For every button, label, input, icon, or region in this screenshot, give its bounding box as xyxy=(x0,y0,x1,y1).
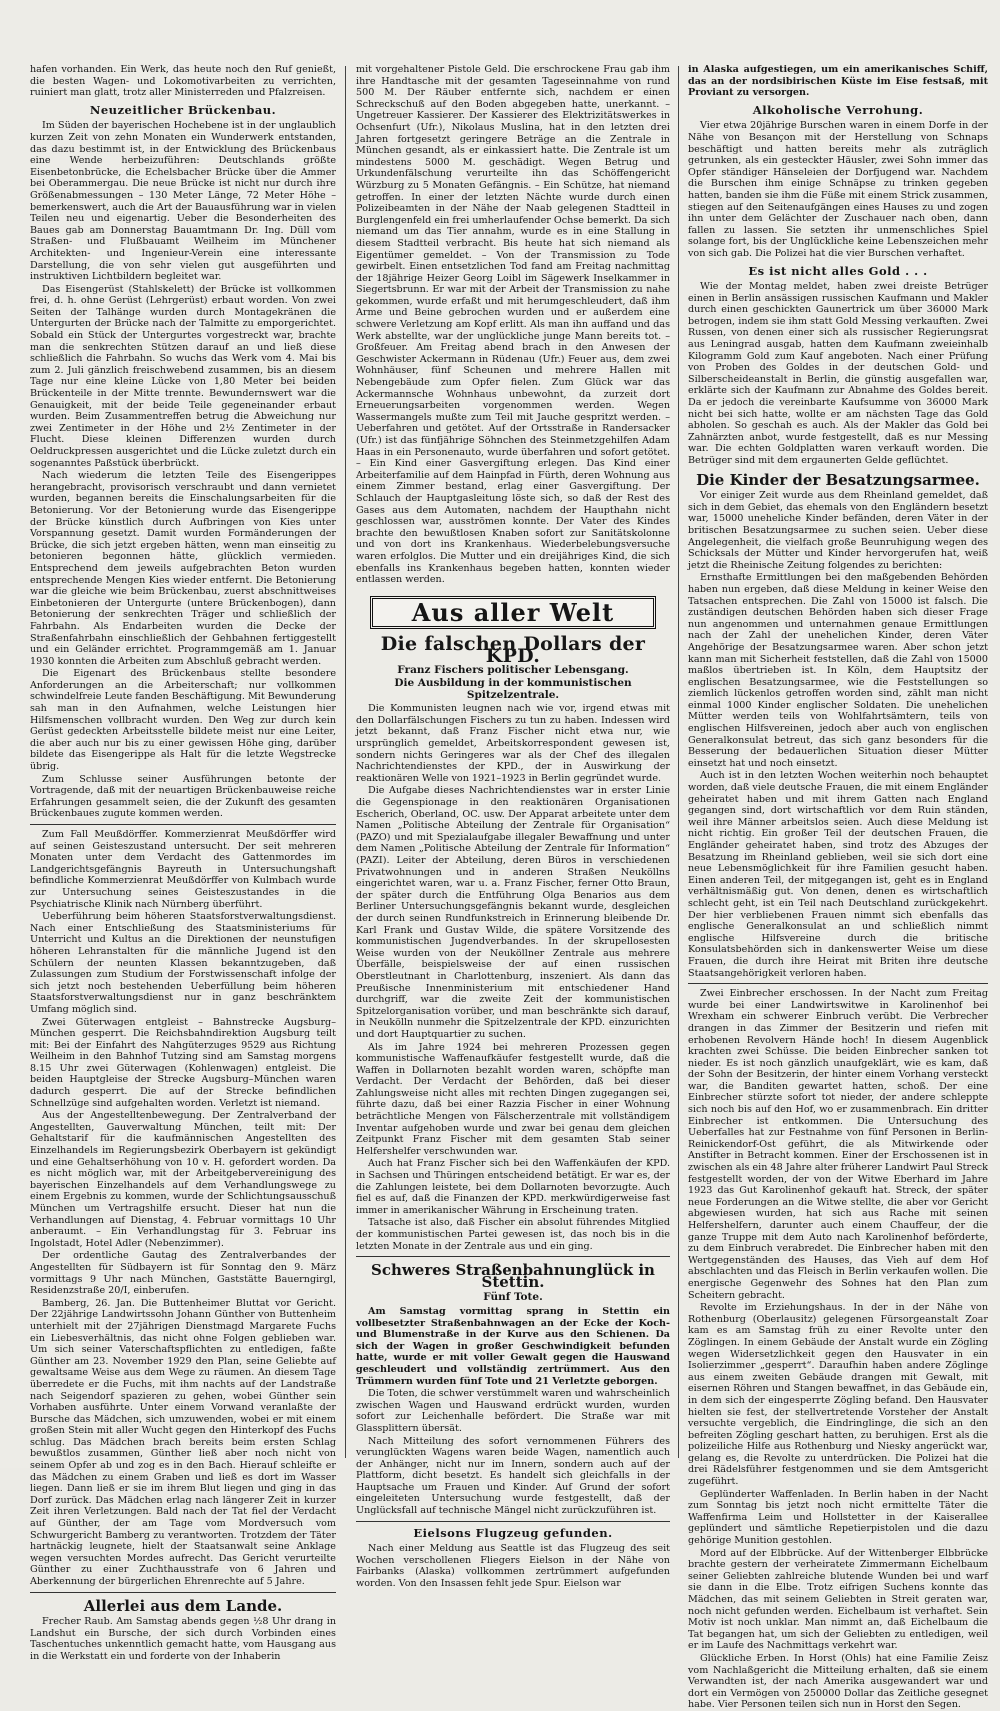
article-text: Als im Jahre 1924 bei mehreren Prozessen gegen kommunistische Waffenaufkäufer festgestellt wurde, daß die Waffen in Dollarnoten bezahlt worden waren, schöpfte man Verdacht. Der Verdacht der Behörden, daß bei dieser Zahlungsweise nicht alles mit rechten Dingen zugegangen sei, führte dazu, daß bei einer Razzia Fischer in einer Wohnung beträchtliche Mengen von Fälscherzentrale mit vollständigem Inventar aufgehoben wurde und zwar bei genau dem gleichen Zeitpunkt Franz Fischer mit dem gesamten Stab seiner Helfershelfer verschwunden war. xyxy=(356,1041,670,1157)
divider xyxy=(688,983,988,984)
article-text: Das Eisengerüst (Stahlskelett) der Brücke ist vollkommen frei, d. h. ohne Gerüst (Lehrgerüst) erbaut worden. Von zwei Seiten der Talhänge wurden durch Montagekränen die Untergurten der Brücke nach der Talmitte zu emporgerichtet. Sobald ein Stück der Untergurtes vorgestreckt war, brachte man die senkrechten Stützen darauf an und ließ diese schließlich die Fahrbahn. So wuchs das Werk vom 4. Mai bis zum 2. Juli gänzlich freischwebend zusammen, bis an diesem Tage nur eine kleine Lücke von 1,80 Meter bei beiden Brückenteile in der Mitte trennte. Bewundernswert war die Genauigkeit, mit der beide Teile gegeneinander erbaut wurden. Beim Zusammentreffen betrug die Abweichung nur zwei Zentimeter in der Höhe und 2½ Zentimeter in der Flucht. Diese kleinen Differenzen wurden durch Oeldruckpressen ausgerichtet und die Lücke zuletzt durch ein sogenanntes Paßstück überbrückt. xyxy=(30,283,336,469)
divider xyxy=(30,1592,336,1593)
headline: Alkoholische Verrohung. xyxy=(752,102,924,117)
article-lead: Am Samstag vormittag sprang in Stettin ein vollbesetzter Straßenbahnwagen an der Ecke der Koch- und Blumenstraße in der Kurve aus den Schienen. Da sich der Wagen in großer Geschwindigkeit befunden hatte, wurde er mit voller Gewalt gegen die Hauswand geschleudert und vollständig zertrümmert. Aus den Trümmern wurden fünf Tote und 21 Verletzte geborgen. xyxy=(356,1305,670,1387)
article-text: Glückliche Erben. In Horst (Ohls) hat eine Familie Zeisz vom Nachlaßgericht die Mitteilung erhalten, daß sie einem Verwandten ist, der nach Amerika ausgewandert war und dort ein Vermögen von 250000 Dollar das Zeitliche gesegnet habe. Vier Personen teilen sich nun in Horst den Segen. xyxy=(688,1652,988,1711)
article-text: Zwei Güterwagen entgleist – Bahnstrecke Augsburg–München gesperrt. Die Reichsbahndirektion Augsburg teilt mit: Bei der Einfahrt des Nahgüterzuges 9529 aus Richtung Weilheim in den Bahnhof Tutzing sind am Samstag morgens 8.15 Uhr zwei Güterwagen (Kohlenwagen) entgleist. Die beiden Hauptgleise der Strecke Augsburg–München waren dadurch gesperrt. Die auf der Strecke befindlichen Schnellzüge sind aufgehalten worden. Verletzt ist niemand. xyxy=(30,1016,336,1109)
column-rule xyxy=(345,66,346,1458)
article-text: Die Aufgabe dieses Nachrichtendienstes war in erster Linie die Gegenspionage in den reaktionären Organisationen Escherich, Oberland, OC. usw. Der Apparat arbeitete unter dem Namen „Politische Abteilung der Zentrale für Organisation“ (PAZO) und mit Spezialaufgabe illegaler Bewaffnung und unter dem Namen „Politische Abteilung der Zentrale für Information“ (PAZI). Leiter der Abteilung, deren Büros in verschiedenen Privatwohnungen und in anderen Straßen Neuköllns eingerichtet waren, war u. a. Franz Fischer, ferner Otto Braun, der später durch die Entführung Olga Benarios aus dem Berliner Untersuchungsgefängnis bekannt wurde, desgleichen der durch seinen Rundfunkstreich in Erinnerung bleibende Dr. Karl Frank und Gustav Wilde, die spätere Vorsitzende des kommunistischen Jugendverbandes. In der skrupellosesten Weise wurden von der Neuköllner Zentrale aus mehrere Überfälle, beispielsweise der auf einen russischen Oberstleutnant in Charlottenburg, inszeniert. Als dann das Preußische Innenministerium mit entschiedener Hand durchgriff, war die zweite Zeit der kommunistischen Spitzelorganisation vorüber, und man beschränkte sich darauf, in Neukölln nunmehr die Spitzelzentrale der KPD. einzurichten und dort Hauptquartier zu suchen. xyxy=(356,785,670,1040)
headline: Es ist nicht alles Gold . . . xyxy=(748,263,928,278)
article-text: Die Eigenart des Brückenbaus stellte besondere Anforderungen an die Arbeiterschaft; nur vollkommen schwindelfreie Leute fanden Beschäftigung. Mit Bewunderung sah man in den Aufnahmen, welche Leistungen hier Hilfsmenschen vollbracht wurden. Den Weg zur durch kein Gerüst gedeckten Arbeitsstelle bildete meist nur eine Leiter, die aber auch nur bis zu einer gewissen Höhe ging, darüber bildete das Eisengerippe als Halt für die letzte Wegstrecke übrig. xyxy=(30,668,336,773)
divider xyxy=(356,1256,670,1257)
headline: Eielsons Flugzeug gefunden. xyxy=(413,1525,613,1540)
article-text: Auch hat Franz Fischer sich bei den Waffenkäufen der KPD. in Sachsen und Thüringen entscheidend betätigt. Er war es, der die Zahlungen leistete, bei dem Dollarnoten bevorzugte. Auch fiel es auf, daß die Finanzen der KPD. merkwürdigerweise fast immer in amerikanischer Währung in Erscheinung traten. xyxy=(356,1158,670,1216)
article-text: Zum Schlusse seiner Ausführungen betonte der Vortragende, daß mit der neuartigen Brückenbauweise reiche Erfahrungen gesammelt seien, die der Zukunft des gesamten Brückenbaues zugute kommen werden. xyxy=(30,773,336,820)
headline: Neuzeitlicher Brückenbau. xyxy=(89,102,277,117)
subheadline: Fünf Tote. xyxy=(483,1291,543,1304)
section-banner: Aus aller Welt xyxy=(370,596,656,630)
article-text: Aus der Angestelltenbewegung. Der Zentralverband der Angestellten, Gauverwaltung München, teilt mit: Der Gehaltstarif für die kaufmännischen Angestellten des Einzelhandels im Regierungsbezirk Oberbayern ist gekündigt und eine Gehaltserhöhung von 10 v. H. gefordert worden. Da es nicht möglich war, mit der Arbeitgebervereinigung des bayerischen Einzelhandels auf dem Verhandlungswege zu einem Ergebnis zu kommen, wurde der Schlichtungsausschuß München um Vertragshilfe ersucht. Dieser hat nun die Verhandlungen auf Dienstag, 4. Februar vormittags 10 Uhr anberaumt. – Ein Verhandlungstag für 3. Februar ins Ingolstadt, Hotel Adler (Nebenzimmer). xyxy=(30,1110,336,1249)
article-text: Nach wiederum die letzten Teile des Eisengerippes herangebracht, provisorisch verschraubt und dann vernietet wurden, begannen bereits die Einschalungsarbeiten für die Betonierung. Vor der Betonierung wurde das Eisengerippe der Brücke künstlich durch Aufbringen von Kies unter Vorspannung gesetzt. Damit wurden Formänderungen der Brücke, die sich jetzt ergeben hätten, wenn man einseitig zu betonieren begonnen hätte, glücklich vermieden. Entsprechend dem jeweils aufgebrachten Beton wurden entsprechende Mengen Kies wieder entfernt. Die Betonierung war die gleiche wie beim Brückenbau, zuerst abschnittweises Einbetonieren der Untergurte (untere Brückenbogen), dann Betonierung der senkrechten Träger und schließlich der Fahrbahn. Als Endarbeiten wurden die Decke der Straßenfahrbahn einschließlich der Gehbahnen fertiggestellt und ein Geländer errichtet. Programmgemäß am 1. Januar 1930 konnten die Arbeiten zum Abschluß gebracht werden. xyxy=(30,470,336,667)
article-text: hafen vorhanden. Ein Werk, das heute noch den Ruf genießt, die besten Wagen- und Lokomotivarbeiten zu verrichten, ruiniert man glatt, trotz aller Ministerreden und Pfalzreisen. xyxy=(30,64,336,99)
article-text: Vor einiger Zeit wurde aus dem Rheinland gemeldet, daß sich in dem Gebiet, das ehemals von den Engländern besetzt war, 15000 uneheliche Kinder befänden, deren Väter in der britischen Besatzungsarmee zu suchen seien. Ueber diese Angelegenheit, die vielfach große Beunruhigung wegen des Schicksals der Mütter und Kinder hervorgerufen hat, weiß jetzt die Rheinische Zeitung folgendes zu berichten: xyxy=(688,490,988,571)
subheadline: Die Ausbildung in der kommunistischen Spitzelzentrale. xyxy=(394,677,632,701)
column-3 xyxy=(688,64,988,1711)
article-text: Zwei Einbrecher erschossen. In der Nacht zum Freitag wurde bei einer Landwirtswitwe in Karolinenhof bei Wrexham ein schwerer Einbruch verübt. Die Verbrecher drangen in das Zimmer der Besitzerin und riefen mit erhobenen Revolvern Hände hoch! In diesem Augenblick krachten zwei Schüsse. Die beiden Einbrecher sanken tot nieder. Es ist noch gänzlich unaufgeklärt, wie es kam, daß der Sohn der Besitzerin, der hinter einem Vorhang versteckt war, die Banditen gewartet hatten, schoß. Der eine Einbrecher stürzte sofort tot nieder, der andere schleppte sich noch bis auf den Hof, wo er zusammenbrach. Ein dritter Einbrecher ist entkommen. Die Untersuchung des Ueberfalles hat zur Festnahme von fünf Personen in Berlin-Reinickendorf-Ost geführt, die als Mitwirkende oder Anstifter in Betracht kommen. Einer der Erschossenen ist in zwischen als ein 48 Jahre alter früherer Landwirt Paul Streck festgestellt worden, der von der Witwe Eberhard im Jahre 1923 das Gut Karolinenhof gekauft hat. Streck, der später neue Forderungen an die Witwe stellte, die aber vor Gericht abgewiesen wurden, hat sich aus Rache mit seinen Helfershelfern, darunter auch einem Chauffeur, der die ganze Truppe mit dem Auto nach Karolinenhof beförderte, zu dem Einbruch verabredet. Die Einbrecher haben mit den Wertgegenständen des Hauses, das Vieh auf dem Hof abschlachten und das Fleisch in Berlin verkaufen wollen. Die energische Gegenwehr des Sohnes hat den Plan zum Scheitern gebracht. xyxy=(688,988,988,1301)
headline: Die falschen Dollars der KPD. xyxy=(380,633,646,667)
article-text: Tatsache ist also, daß Fischer ein absolut führendes Mitglied der kommunistischen Partei gewesen ist, das noch bis in die letzten Monate in der Zentrale aus und ein ging. xyxy=(356,1217,670,1252)
column-1 xyxy=(30,64,336,1662)
article-text: Vier etwa 20jährige Burschen waren in einem Dorfe in der Nähe von Besançon mit der Herstellung von Schnaps beschäftigt und hatten bereits mehr als zuträglich getrunken, als ein gesteckter Häusler, zwei Sohn immer das Opfer ständiger Hänseleien der Dorfjugend war. Nachdem die Burschen ihm einige Schnäpse zu trinken gegeben hatten, banden sie ihm die Füße mit einem Strick zusammen, stiegen auf den Seitenaufgängen eines Hauses zu und zogen ihn unter dem Gelächter der Zuschauer nach oben, dann fallen zu lassen. Sie setzten ihr unmenschliches Spiel solange fort, bis der Unglückliche keine Lebenszeichen mehr von sich gab. Die Polizei hat die vier Burschen verhaftet. xyxy=(688,120,988,259)
article-text: Ernsthafte Ermittlungen bei den maßgebenden Behörden haben nun ergeben, daß diese Meldung in keiner Weise den Tatsachen entsprechen. Die Zahl von 15000 ist falsch. Die zuständigen deutschen Behörden haben sich dieser Frage nun angenommen und unternahmen genaue Ermittlungen nach der Zahl der unehelichen Kinder, deren Väter Angehörige der Besatzungsarmee waren. Aber schon jetzt kann man mit Sicherheit feststellen, daß die Zahl von 15000 maßlos übertrieben ist. In Köln, dem Hauptsitz der englischen Besatzungsarmee, wie die Feststellungen so ziemlich lückenlos getroffen worden sind, zählt man nicht einmal 1000 Kinder englischer Soldaten. Die unehelichen Mütter werden teils von Wohlfahrtsämtern, teils von englischen Hilfsvereinen, jedoch aber auch von englischen Generalkonsulat betreut, das sich ganz besonders für die Besserung der bedauerlichen Situation dieser Mütter einsetzt hat und noch einsetzt. xyxy=(688,572,988,769)
article-text: Wie der Montag meldet, haben zwei dreiste Betrüger einen in Berlin ansässigen russischen Kaufmann und Makler durch einen geschickten Gaunertrick um über 36000 Mark betrogen, indem sie ihm statt Gold Messing verkauften. Zwei Russen, von denen einer sich als russischer Regierungsrat aus Leningrad ausgab, hatten dem Kaufmann zweieinhalb Kilogramm Gold zum Kauf angeboten. Nach einer Prüfung von Proben des Goldes in der deutschen Gold- und Silberscheideanstalt in Berlin, die günstig ausgefallen war, erklärte sich der Kaufmann zur Abnahme des Goldes bereit. Da er jedoch die vereinbarte Kaufsumme von 36000 Mark nicht bei sich hatte, wollte er am nächsten Tage das Gold abholen. So geschah es auch. Als der Makler das Gold bei Zahnärzten anbot, wurde festgestellt, daß es nur Messing war. Die echten Goldplatten waren verkauft worden. Die Betrüger sind mit dem ergaunerten Gelde geflüchtet. xyxy=(688,281,988,466)
subheadline: Franz Fischers politischer Lebensgang. xyxy=(397,663,629,676)
article-text: Frecher Raub. Am Samstag abends gegen ½8 Uhr drang in Landshut ein Bursche, der sich durch Vorbinden eines Taschentuches unkenntlich gemacht hatte, vom Hausgang aus in die Werkstatt ein und forderte von der Inhaberin xyxy=(30,1616,336,1662)
article-text: Auch ist in den letzten Wochen weiterhin noch behauptet worden, daß viele deutsche Frauen, die mit einem Engländer geheiratet haben und mit ihrem Gatten nach England gegangen sind, dort wirtschaftlich vor dem Ruin ständen, weil ihre Männer arbeitslos seien. Auch diese Meldung ist nicht richtig. Ein großer Teil der deutschen Frauen, die Engländer geheiratet haben, sind trotz des Abzuges der Besatzung im Rheinland geblieben, weil sie sich dort eine neue Lebensmöglichkeit für ihre Familien gesucht haben. Einen anderen Teil, der mitgegangen ist, geht es in England verhältnismäßig gut. Von denen, denen es wirtschaftlich schlecht geht, ist ein Teil nach Deutschland zurückgekehrt. Der hier verbliebenen Frauen nimmt sich ebenfalls das englische Generalkonsulat an und schließlich nimmt englische Hilfsvereine durch die britische Konsulatsbehörden sich in dankenswerter Weise um diese Frauen, die durch ihre Heirat mit Briten ihre deutsche Staatsangehörigkeit verloren haben. xyxy=(688,770,988,979)
article-text: Die Toten, die schwer verstümmelt waren und wahrscheinlich zwischen Wagen und Hauswand erdrückt wurden, wurden sofort zur Leichenhalle befördert. Die Straße war mit Glassplittern übersät. xyxy=(356,1388,670,1434)
article-text: Die Kommunisten leugnen nach wie vor, irgend etwas mit den Dollarfälschungen Fischers zu tun zu haben. Indessen wird jetzt bekannt, daß Franz Fischer nicht etwa nur, wie ursprünglich gemeldet, Arbeitskorrespondent gewesen ist, sondern nichts Geringeres war als der Chef des illegalen Nachrichtendienstes der KPD., der in Auswirkung der reaktionären Welle von 1921–1923 in Berlin gegründet wurde. xyxy=(356,703,670,784)
article-text: Geplünderter Waffenladen. In Berlin haben in der Nacht zum Sonntag bis jetzt noch nicht ermittelte Täter die Waffenfirma Leim und Hollstetter in der Kaiserallee geplündert und sämtliche Repetierpistolen und die dazu gehörige Munition gestohlen. xyxy=(688,1488,988,1547)
article-text: Im Süden der bayerischen Hochebene ist in der unglaublich kurzen Zeit von zehn Monaten ein Wunderwerk entstanden, das dazu bestimmt ist, in der Entwicklung des Brückenbaus eine Wende herbeizuführen: Deutschlands größte Eisenbetonbrücke, die Echelsbacher Brücke über die Ammer bei Oberammergau. Die neue Brücke ist nicht nur durch ihre Größenabmessungen – 130 Meter Länge, 72 Meter Höhe – bemerkenswert, auch die Art der Bauausführung war in vielen Teilen neu und eigenartig. Ueber die Besonderheiten des Baues gab am Donnerstag Bauamtmann Dr. Ing. Düll vom Straßen- und Flußbauamt Weilheim im Münchener Architekten- und Ingenieur-Verein eine interessante Darstellung, die von sehr vielen gut ausgeführten und instruktiven Lichtbildern begleitet war. xyxy=(30,120,336,283)
headline: Schweres Straßenbahnunglück in Stettin. xyxy=(371,1261,655,1291)
article-text: in Alaska aufgestiegen, um ein amerikanisches Schiff, das an der nordsibirischen Küste im Eise festsaß, mit Proviant zu versorgen. xyxy=(688,64,988,99)
section-headline: Allerlei aus dem Lande. xyxy=(83,1596,283,1615)
column-2 xyxy=(356,64,670,1590)
article-text: Nach einer Meldung aus Seattle ist das Flugzeug des seit Wochen verschollenen Fliegers Eielson in der Nähe von Fairbanks (Alaska) vollkommen zertrümmert aufgefunden worden. Von den Insassen fehlt jede Spur. Eielson war xyxy=(356,1543,670,1590)
article-text: Zum Fall Meußdörffer. Kommerzienrat Meußdörffer wird auf seinen Geisteszustand untersucht. Der seit mehreren Monaten unter dem Verdacht des Gattenmordes im Landgerichtsgefängnis Bayreuth in Untersuchungshaft befindliche Kommerzienrat Meußdörffer von Kulmbach wurde zur Untersuchung seines Geisteszustandes in die Psychiatrische Klinik nach Nürnberg überführt. xyxy=(30,829,336,910)
article-text: Nach Mitteilung des sofort vernommenen Führers des verunglückten Wagens waren beide Wagen, namentlich auch der Anhänger, nicht nur im Innern, sondern auch auf der Plattform, dicht besetzt. Es handelt sich gleichfalls in der Hauptsache um Frauen und Kinder. Auf Grund der sofort eingeleiteten Untersuchung wurde festgestellt, daß der Unglücksfall auf technische Mängel nicht zurückzuführen ist. xyxy=(356,1435,670,1517)
article-text: mit vorgehaltener Pistole Geld. Die erschrockene Frau gab ihm ihre Handtasche mit der gesamten Tageseinnahme von rund 500 M. Der Räuber entfernte sich, nachdem er einen Schreckschuß auf den Boden abgegeben hatte, unerkannt. – Ungetreuer Kassierer. Der Kassierer des Elektrizitätswerkes in Ochsenfurt (Ufr.), Nikolaus Muslina, hat in den letzten drei Jahren fortgesetzt geringere Beträge an die Zentrale in München gesandt, als er einkassiert hatte. Die Zentrale ist um mindestens 5000 M. geschädigt. Wegen Betrug und Urkundenfälschung verurteilte ihn das Schöffengericht Würzburg zu 5 Monaten Gefängnis. – Ein Schütze, hat niemand getroffen. In einer der letzten Nächte wurde durch einen Polizeibeamten in der Nähe der Naab gelegenen Stadtteil in Burglengenfeld ein frei umherlaufender Ochse bemerkt. Da sich niemand um das Tier annahm, wurde es in eine Stallung in diesem Stadtteil verbracht. Bis heute hat sich niemand als Eigentümer gemeldet. – Von der Transmission zu Tode gewirbelt. Einen entsetzlichen Tod fand am Freitag nachmittag der 18jährige Heizer Georg Loibl im Sägewerk Inselkammer in Siegertsbrunn. Er war mit der Arbeit der Transmission zu nahe gekommen, wurde erfaßt und mit herumgeschleudert, daß ihm Arme und Beine gebrochen wurden und er außerdem eine schwere Verletzung am Kopf erlitt. Als man ihn auffand und das Werk abstellte, war der unglückliche junge Mann bereits tot. – Großfeuer. Am Freitag abend brach in den Anwesen der Geschwister Ackermann in Rüdenau (Ufr.) Feuer aus, dem zwei Wohnhäuser, fünf Scheunen und mehrere Hallen mit Nebengebäude zum Opfer fielen. Zum Glück war das Ackermannsche Wohnhaus unbewohnt, da zurzeit dort Erneuerungsarbeiten vorgenommen werden. Wegen Wassermangels mußte zum Teil mit Jauche gespritzt werden. – Ueberfahren und getötet. Auf der Ortsstraße in Randersacker (Ufr.) ist das fünfjährige Söhnchen des Steinmetzgehilfen Adam Haas in ein Personenauto, wurde überfahren und sofort getötet. – Ein Kind einer Gasvergiftung erlegen. Das Kind einer Arbeiterfamilie auf dem Hainpfad in Fürth, deren Wohnung aus einem Zimmer bestand, erlag einer Gasvergiftung. Der Schlauch der Hauptgasleitung löste sich, so daß der Rest des Gases aus dem Automaten, nachdem der Haupthahn nicht geschlossen war, ausströmen konnte. Der Vater des Kindes brachte den bewußtlosen Knaben sofort zur Sanitätskolonne und von dort ins Krankenhaus. Wiederbelebungsversuche waren erfolglos. Die Mutter und ein dreijähriges Kind, die sich ebenfalls ins Krankenhaus begeben hatten, konnten wieder entlassen werden. xyxy=(356,64,670,586)
headline: Die Kinder der Besatzungsarmee. xyxy=(696,470,980,489)
article-text: Ueberführung beim höheren Staatsforstverwaltungsdienst. Nach einer Entschließung des Staatsministeriums für Unterricht und Kultus an die Direktionen der neunstufigen höheren Lehranstalten für die männliche Jugend ist den Schülern der neunten Klassen bekanntzugeben, daß Zulassungen zum Studium der Forstwissenschaft infolge der sich jetzt noch bestehenden Ueberfüllung beim höheren Staatsforstverwaltungsdienst nur in ganz beschränktem Umfang möglich sind. xyxy=(30,911,336,1015)
article-text: Bamberg, 26. Jan. Die Buttenheimer Bluttat vor Gericht. Der 22jährige Landwirtssohn Johann Günther von Buttenheim unterhielt mit der 27jährigen Dienstmagd Margarete Fuchs ein Liebesverhältnis, das nicht ohne Folgen geblieben war. Um sich seiner Vaterschaftspflichten zu entledigen, faßte Günther am 23. November 1929 den Plan, seine Geliebte auf gewaltsame Weise aus dem Wege zu räumen. An diesem Tage überredete er die Fuchs, mit ihm nachts auf der Landstraße nach Seigendorf spazieren zu gehen, wobei Günther sein Vorhaben ausführte. Unter einem Vorwand veranlaßte der Bursche das Mädchen, sich umzuwenden, wobei er mit einem großen Stein mit aller Wucht gegen den Hinterkopf des Fuchs schlug. Das Mädchen brach bereits beim ersten Schlag bewußtlos zusammen, Günther ließ aber noch nicht von seinem Opfer ab und zog es in den Bach. Hierauf schleifte er das Mädchen zu einem Graben und ließ es dort im Wasser liegen. Dann ließ er sie im ihrem Blut liegen und ging in das Dorf zurück. Das Mädchen erlag nach längerer Zeit in kurzer Zeit ihren Verletzungen. Bald nach der Tat fiel der Verdacht auf Günther, der am Tage vom Mordversuch vom Schwurgericht Bamberg zu verantworten. Trotzdem der Täter hartnäckig leugnete, hielt der Staatsanwalt seine Anklage wegen versuchten Mordes aufrecht. Das Gericht verurteilte Günther zu einer Zuchthausstrafe von 6 Jahren und Aberkennung der bürgerlichen Ehrenrechte auf 5 Jahre. xyxy=(30,1297,336,1587)
divider xyxy=(30,824,336,825)
article-text: Revolte im Erziehungshaus. In der in der Nähe von Rothenburg (Oberlausitz) gelegenen Fürsorgeanstalt Zoar kam es am Samstag früh zu einer Revolte unter den Zöglingen. In einem Gebäude der Anstalt wurde ein Zögling wegen Widersetzlichkeit gegen den Hausvater in ein Isolierzimmer „gesperrt“. Daraufhin haben andere Zöglinge aus einem zweiten Gebäude drangen mit Gewalt, mit eisernen Röhren und Stangen bewaffnet, in das Gebäude ein, in dem sich der eingesperrte Zögling befand. Den Hausvater hielten sie fest, der stellvertretende Vorsteher der Anstalt versuchte vergeblich, die Eindringlinge, die sich an den befreiten Zögling geschart hatten, zu beruhigen. Erst als die polizeiliche Hilfe aus Rothenburg und Niesky angerückt war, gelang es, die Revolte zu unterdrücken. Die Polizei hat die drei Rädelsführer festgenommen und sie dem Amtsgericht zugeführt. xyxy=(688,1302,988,1488)
divider xyxy=(356,1521,670,1522)
column-rule xyxy=(678,66,679,1458)
article-text: Mord auf der Elbbrücke. Auf der Wittenberger Elbbrücke brachte gestern der verheiratete Zimmermann Eichelbaum seiner Geliebten zahlreiche blutende Wunden bei und warf sie dann in die Elbe. Trotz eifrigen Suchens konnte das Mädchen, das mit seinem Geliebten in Streit geraten war, noch nicht gefunden werden. Eichelbaum ist verhaftet. Sein Motiv ist noch unklar. Man nimmt an, daß Eichelbaum die Tat begangen hat, um sich der Geliebten zu entledigen, weil er im Laufe des Nachmittags verkehrt war. xyxy=(688,1547,988,1652)
article-text: Der ordentliche Gautag des Zentralverbandes der Angestellten für Südbayern ist für Sonntag den 9. März vormittags 9 Uhr nach München, Gaststätte Bauerngirgl, Residenzstraße 20/I, einberufen. xyxy=(30,1250,336,1297)
